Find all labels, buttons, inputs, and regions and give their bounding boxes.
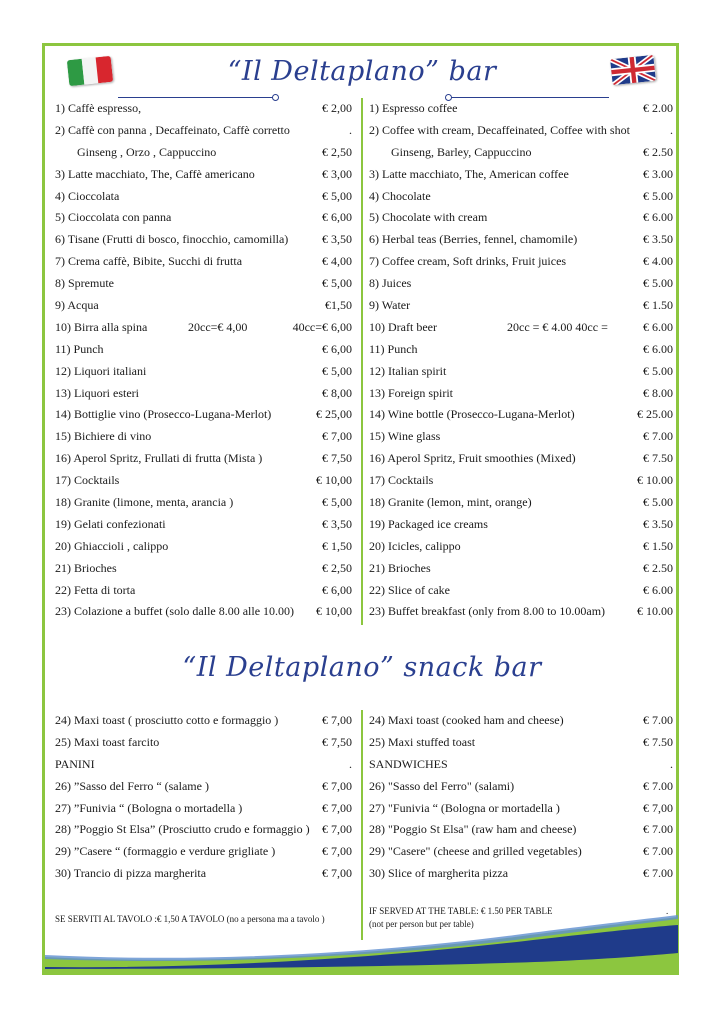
menu-item-price: € 3,50 xyxy=(322,516,352,531)
menu-item-label: 18) Granite (lemon, mint, orange) xyxy=(369,495,532,510)
menu-item-price: € 7.00 xyxy=(643,844,673,859)
table-service-note-english-line1: IF SERVED AT THE TABLE: € 1.50 PER TABLE xyxy=(369,906,553,916)
menu-item-price: € 3.00 xyxy=(643,166,673,181)
menu-item-price: € 2,50 xyxy=(322,144,352,159)
menu-item xyxy=(55,710,352,732)
menu-item-price: € 3.50 xyxy=(643,232,673,247)
menu-item-price: € 10,00 xyxy=(316,604,352,619)
menu-item xyxy=(369,448,673,470)
menu-item-price: € 5,00 xyxy=(322,495,352,510)
menu-item-label: 2) Caffè con panna , Decaffeinato, Caffè corretto xyxy=(55,122,290,137)
menu-item xyxy=(55,404,352,426)
menu-item xyxy=(369,470,673,492)
menu-item-price: € 7,00 xyxy=(643,800,673,815)
menu-item xyxy=(55,863,352,885)
menu-item xyxy=(369,361,673,383)
menu-item-label: 27) "Funivia “ (Bologna or mortadella ) xyxy=(369,800,560,815)
menu-item-label: 5) Cioccolata con panna xyxy=(55,210,172,225)
snack-menu-english xyxy=(369,710,673,885)
menu-item-price: € 7,50 xyxy=(322,451,352,466)
menu-item-label: 9) Water xyxy=(369,298,411,313)
menu-item-price: € 7.00 xyxy=(643,822,673,837)
menu-item-label: 30) Trancio di pizza margherita xyxy=(55,866,207,881)
menu-item-label: Ginseng, Barley, Cappuccino xyxy=(391,144,532,159)
menu-item xyxy=(369,754,673,776)
menu-item-label: 30) Slice of margherita pizza xyxy=(369,866,509,881)
menu-item-label: 25) Maxi toast farcito xyxy=(55,734,160,749)
table-service-note-english-dot: . xyxy=(666,906,669,916)
menu-item-label: 15) Wine glass xyxy=(369,429,441,444)
menu-item xyxy=(55,776,352,798)
menu-item-label: 16) Aperol Spritz, Fruit smoothies (Mixed) xyxy=(369,451,576,466)
column-divider-bar xyxy=(361,98,363,625)
menu-item-label: 6) Herbal teas (Berries, fennel, chamomile) xyxy=(369,232,578,247)
menu-item-price: € 25.00 xyxy=(637,407,673,422)
menu-item xyxy=(369,426,673,448)
menu-item xyxy=(369,558,673,580)
menu-item-label: 11) Punch xyxy=(369,341,418,356)
menu-item-price: € 2,50 xyxy=(322,560,352,575)
menu-item-price: € 7,00 xyxy=(322,429,352,444)
menu-item xyxy=(369,251,673,273)
menu-item xyxy=(55,98,352,120)
menu-item-label: 23) Buffet breakfast (only from 8.00 to 10.00am) xyxy=(369,604,606,619)
menu-item-price: . xyxy=(349,756,352,771)
menu-item xyxy=(55,361,352,383)
menu-item-label: 1) Caffè espresso, xyxy=(55,101,142,115)
menu-item-price: € 4,00 xyxy=(322,254,352,269)
menu-item-price: € 7,00 xyxy=(322,866,352,881)
menu-item xyxy=(55,448,352,470)
menu-item xyxy=(369,404,673,426)
menu-item-label: 5) Chocolate with cream xyxy=(369,210,488,225)
menu-item-label: 8) Juices xyxy=(369,276,412,291)
menu-item-price: € 5.00 xyxy=(643,495,673,510)
menu-item-price: € 7,00 xyxy=(322,822,352,837)
menu-item xyxy=(55,601,352,623)
menu-item-label: 10) Birra alla spina xyxy=(55,319,148,334)
menu-item xyxy=(55,754,352,776)
menu-item xyxy=(55,841,352,863)
menu-item-label: 4) Cioccolata xyxy=(55,188,120,203)
menu-item-label: 19) Packaged ice creams xyxy=(369,516,488,531)
menu-item-label: 14) Bottiglie vino (Prosecco-Lugana-Merlot) xyxy=(55,407,272,422)
decorative-wave xyxy=(45,895,678,972)
menu-item-price: € 3,50 xyxy=(322,232,352,247)
menu-item-price: € 5.00 xyxy=(643,363,673,378)
menu-item xyxy=(369,186,673,208)
menu-item xyxy=(369,710,673,732)
menu-item-label: 6) Tisane (Frutti di bosco, finocchio, camomilla) xyxy=(55,232,289,247)
bar-menu-italian xyxy=(55,98,352,623)
menu-item xyxy=(55,186,352,208)
menu-item-label: 3) Latte macchiato, The, American coffee xyxy=(369,166,569,181)
menu-item-price: € 25,00 xyxy=(316,407,352,422)
menu-item xyxy=(369,798,673,820)
menu-item xyxy=(369,732,673,754)
menu-item-price: € 7,00 xyxy=(322,800,352,815)
menu-item-price: € 8.00 xyxy=(643,385,673,400)
menu-item-price: € 7.50 xyxy=(643,451,673,466)
menu-item-label: 10) Draft beer xyxy=(369,319,437,334)
menu-item-label: 18) Granite (limone, menta, arancia ) xyxy=(55,495,234,510)
menu-item xyxy=(55,798,352,820)
menu-item-price: € 7.00 xyxy=(643,778,673,793)
menu-item-price: € 1.50 xyxy=(643,298,673,313)
menu-item xyxy=(369,273,673,295)
bar-menu-english xyxy=(369,98,673,623)
menu-item-label: 27) ”Funivia “ (Bologna o mortadella ) xyxy=(55,800,243,815)
menu-item-price: . xyxy=(670,122,673,137)
menu-item xyxy=(369,514,673,536)
menu-item-price: € 4.00 xyxy=(643,254,673,269)
menu-item-price: € 7,50 xyxy=(322,734,352,749)
menu-item xyxy=(55,580,352,602)
menu-item-label: 17) Cocktails xyxy=(369,473,434,488)
menu-item xyxy=(55,514,352,536)
menu-item-price: € 6.00 xyxy=(643,582,673,597)
menu-item-price: €1,50 xyxy=(325,298,352,313)
menu-item xyxy=(369,819,673,841)
menu-item-label: 21) Brioches xyxy=(369,560,431,575)
menu-item-label: 21) Brioches xyxy=(55,560,117,575)
menu-item-price: € 7.50 xyxy=(643,734,673,749)
menu-item-label: 22) Fetta di torta xyxy=(55,582,136,597)
menu-item-price: € 5,00 xyxy=(322,188,352,203)
menu-item-label: 4) Chocolate xyxy=(369,188,431,203)
menu-item-label: 24) Maxi toast (cooked ham and cheese) xyxy=(369,713,564,727)
menu-item xyxy=(55,120,352,142)
menu-item-price: € 5,00 xyxy=(322,363,352,378)
menu-item-label: 2) Coffee with cream, Decaffeinated, Coffee with shot xyxy=(369,122,630,137)
menu-item-label: 26) ”Sasso del Ferro “ (salame ) xyxy=(55,778,209,793)
menu-item xyxy=(55,273,352,295)
menu-item-label: 8) Spremute xyxy=(55,276,114,291)
menu-item-label: 13) Foreign spirit xyxy=(369,385,453,400)
menu-item-price: € 6,00 xyxy=(322,341,352,356)
menu-item-label: 15) Bichiere di vino xyxy=(55,429,152,444)
menu-item xyxy=(55,251,352,273)
menu-item xyxy=(55,492,352,514)
menu-item-label: 19) Gelati confezionati xyxy=(55,516,166,531)
menu-item xyxy=(55,207,352,229)
menu-item xyxy=(369,863,673,885)
menu-item xyxy=(369,492,673,514)
menu-item-price: € 2.50 xyxy=(643,144,673,159)
menu-item-price: . xyxy=(670,756,673,771)
menu-item-price: . xyxy=(349,122,352,137)
menu-item-price: € 3.50 xyxy=(643,516,673,531)
menu-item-price: € 6.00 xyxy=(643,210,673,225)
menu-item-label: 12) Italian spirit xyxy=(369,363,447,378)
menu-item-label: 29) "Casere" (cheese and grilled vegetables) xyxy=(369,844,582,859)
menu-item xyxy=(369,580,673,602)
menu-item xyxy=(55,142,352,164)
menu-item xyxy=(55,536,352,558)
menu-item xyxy=(55,317,352,339)
menu-item-price: € 10,00 xyxy=(316,473,352,488)
menu-item xyxy=(369,841,673,863)
menu-item-price: € 3,00 xyxy=(322,166,352,181)
menu-item-label: 11) Punch xyxy=(55,341,104,356)
menu-item xyxy=(369,120,673,142)
menu-item xyxy=(369,317,673,339)
menu-item-price: € 5.00 xyxy=(643,276,673,291)
menu-item-label: 20) Ghiaccioli , calippo xyxy=(55,538,169,553)
menu-item-price: € 5,00 xyxy=(322,276,352,291)
menu-item xyxy=(369,295,673,317)
menu-item xyxy=(55,295,352,317)
menu-item xyxy=(369,776,673,798)
menu-item xyxy=(369,164,673,186)
menu-item xyxy=(369,98,673,120)
menu-item-price: € 1.50 xyxy=(643,538,673,553)
menu-item xyxy=(55,558,352,580)
menu-item-label: 16) Aperol Spritz, Frullati di frutta (Mista ) xyxy=(55,451,263,466)
menu-item-price: € 10.00 xyxy=(637,473,673,488)
menu-item xyxy=(369,207,673,229)
menu-item xyxy=(55,732,352,754)
menu-item xyxy=(369,229,673,251)
menu-item-size-price: 20cc=€ 4,00 xyxy=(188,319,248,334)
menu-item-price: € 2.00 xyxy=(643,101,673,115)
menu-item-label: 9) Acqua xyxy=(55,298,99,313)
menu-item xyxy=(55,229,352,251)
table-service-note-italian: SE SERVITI AL TAVOLO :€ 1,50 A TAVOLO (no a persona ma a tavolo ) xyxy=(55,914,325,924)
menu-item xyxy=(55,426,352,448)
menu-item-label: 26) "Sasso del Ferro" (salami) xyxy=(369,778,515,793)
menu-item xyxy=(55,164,352,186)
menu-item-price: € 2.50 xyxy=(643,560,673,575)
menu-item-price: € 7.00 xyxy=(643,713,673,727)
menu-item-price: € 8,00 xyxy=(322,385,352,400)
menu-item xyxy=(369,601,673,623)
menu-item-label: 22) Slice of cake xyxy=(369,582,450,597)
menu-item-label: 23) Colazione a buffet (solo dalle 8.00 alle 10.00) xyxy=(55,604,295,619)
menu-item-price: € 7.00 xyxy=(643,866,673,881)
menu-item xyxy=(55,339,352,361)
menu-item-size-price: 20cc = € 4.00 40cc = xyxy=(507,319,608,334)
menu-item-label: SANDWICHES xyxy=(369,756,448,771)
menu-item xyxy=(55,383,352,405)
menu-item-label: PANINI xyxy=(55,756,95,771)
menu-item-price: € 5.00 xyxy=(643,188,673,203)
menu-item-label: 1) Espresso coffee xyxy=(369,101,458,115)
menu-item-price: € 6,00 xyxy=(322,582,352,597)
menu-item-price: € 10.00 xyxy=(637,604,673,619)
bar-title: “Il Deltaplano” bar xyxy=(227,56,497,87)
menu-item-price: € 7,00 xyxy=(322,778,352,793)
menu-item xyxy=(369,383,673,405)
menu-item-price: € 2,00 xyxy=(322,101,352,115)
menu-item-label: 7) Crema caffè, Bibite, Succhi di frutta xyxy=(55,254,243,269)
menu-item-price: € 7,00 xyxy=(322,844,352,859)
menu-item-label: Ginseng , Orzo , Cappuccino xyxy=(77,144,217,159)
menu-item xyxy=(369,339,673,361)
menu-item-price: € 6.00 xyxy=(643,341,673,356)
menu-item-label: 29) ”Casere “ (formaggio e verdure grigliate ) xyxy=(55,844,276,859)
menu-item-label: 3) Latte macchiato, The, Caffè americano xyxy=(55,166,255,181)
menu-item-price: € 6,00 xyxy=(322,210,352,225)
menu-item-label: 7) Coffee cream, Soft drinks, Fruit juices xyxy=(369,254,567,269)
menu-item-label: 25) Maxi stuffed toast xyxy=(369,734,476,749)
menu-item-label: 17) Cocktails xyxy=(55,473,120,488)
menu-item xyxy=(369,142,673,164)
table-service-note-english-line2: (not per person but per table) xyxy=(369,919,474,929)
menu-item-price: € 7,00 xyxy=(322,713,352,727)
menu-item-label: 12) Liquori italiani xyxy=(55,363,147,378)
menu-item-label: 24) Maxi toast ( prosciutto cotto e formaggio ) xyxy=(55,713,279,727)
menu-item-label: 13) Liquori esteri xyxy=(55,385,139,400)
menu-item xyxy=(55,819,352,841)
menu-item-price: € 7.00 xyxy=(643,429,673,444)
menu-item-label: 20) Icicles, calippo xyxy=(369,538,461,553)
menu-item-label: 28) "Poggio St Elsa" (raw ham and cheese) xyxy=(369,822,577,837)
menu-item-label: 14) Wine bottle (Prosecco-Lugana-Merlot) xyxy=(369,407,575,422)
menu-item-price: € 6.00 xyxy=(643,319,673,334)
menu-item-label: 28) ”Poggio St Elsa” (Prosciutto crudo e formaggio ) xyxy=(55,822,310,837)
snack-bar-title: “Il Deltaplano” snack bar xyxy=(182,652,542,683)
menu-item-price: € 1,50 xyxy=(322,538,352,553)
menu-item-price: 40cc=€ 6,00 xyxy=(292,319,352,334)
snack-menu-italian xyxy=(55,710,352,885)
menu-item xyxy=(369,536,673,558)
menu-item xyxy=(55,470,352,492)
